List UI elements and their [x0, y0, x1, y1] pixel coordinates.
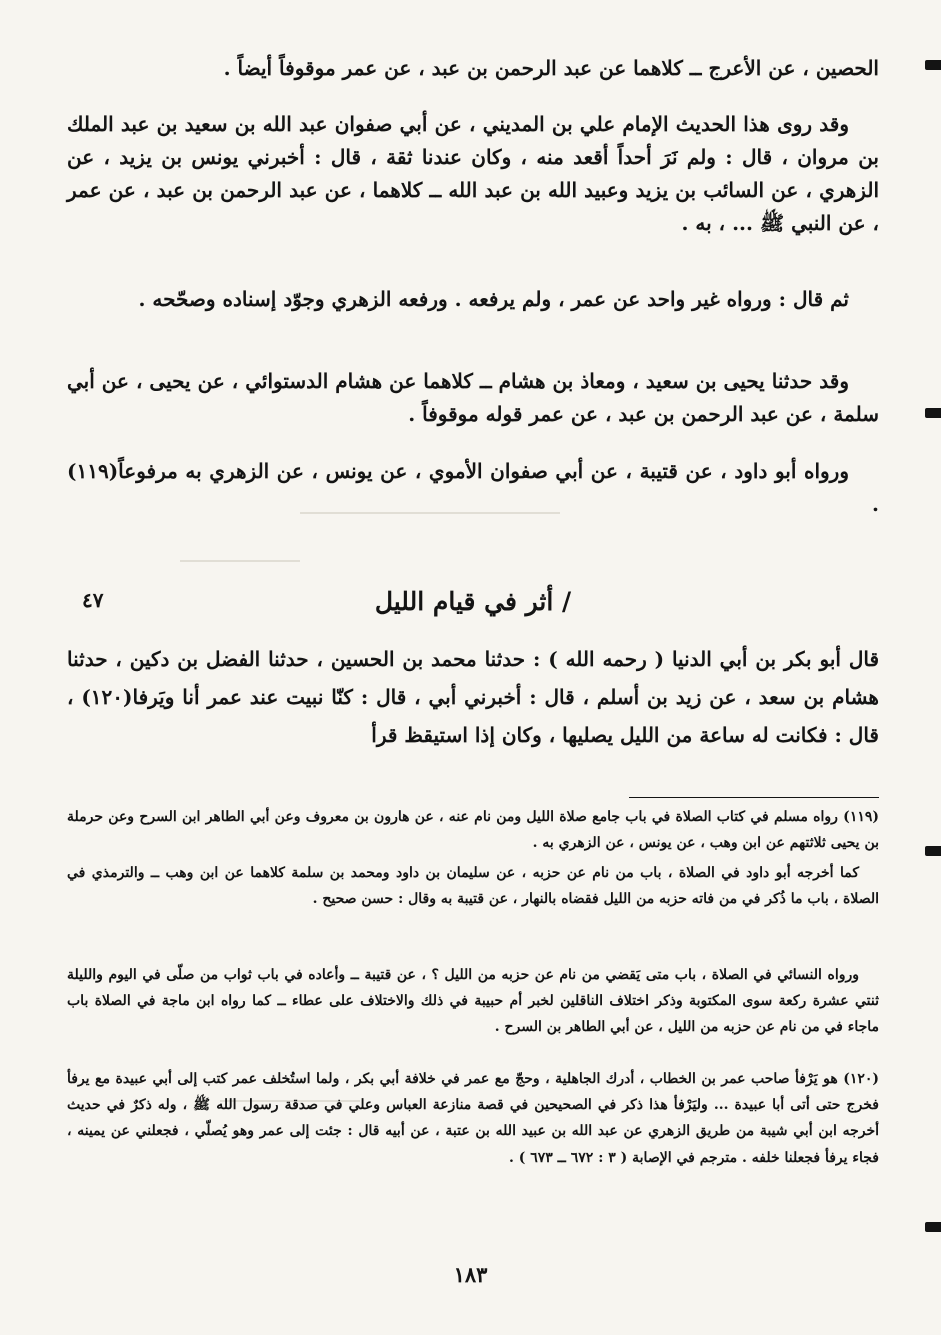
original-page-reference: ٤٧ [82, 588, 104, 612]
margin-mark-bottom [925, 1222, 941, 1232]
margin-mark-footnote [925, 846, 941, 856]
body-paragraph-1: الحصين ، عن الأعرج ــ كلاهما عن عبد الرحمن بن عبد ، عن عمر موقوفاً أيضاً . [223, 56, 879, 80]
section-heading: / أثر في قيام الليل [374, 587, 572, 616]
footnote-119-continued-2: ورواه النسائي في الصلاة ، باب متى يَقضي من نام عن حزبه من الليل ؟ ، عن قتيبة ــ وأعاده في باب ثواب من صلّى في اليوم والليلة ثنتي عشرة ركعة سوى المكتوبة وذكر اختلاف الناقلين لخبر أم حبيبة في ذلك والاختلاف على عطاء ــ كما رواه ابن ماجة في الصلاة باب ماجاء في من نام عن حزبه من الليل ، عن أبي الطاهر بن السرح . [67, 967, 879, 1036]
body-paragraph-5: ورواه أبو داود ، عن قتيبة ، عن أبي صفوان الأموي ، عن يونس ، عن الزهري به مرفوعاً(١١٩) . [67, 459, 879, 516]
footnote-119: (١١٩) رواه مسلم في كتاب الصلاة في باب جامع صلاة الليل ومن نام عنه ، عن هارون بن معروف وعن أبي الطاهر ابن السرح وعن حرملة بن يحيى ثلاثتهم عن ابن وهب ، عن يونس ، عن الزهري به . [67, 809, 879, 852]
body-paragraph-4: وقد حدثنا يحيى بن سعيد ، ومعاذ بن هشام ــ كلاهما عن هشام الدستوائي ، عن يحيى ، عن أبي سلمة ، عن عبد الرحمن بن عبد ، عن عمر قوله موقوفاً . [67, 369, 879, 426]
footnote-120: (١٢٠) هو يَرْفأ صاحب عمر بن الخطاب ، أدرك الجاهلية ، وحجّ مع عمر في خلافة أبي بكر ، ولما استُخلف عمر كتب إلى أبي عبيدة مع يرفأ فخرج حتى أتى أبا عبيدة ... وليَرْفأ هذا ذكر في الصحيحين في قصة منازعة العباس وعلي في صدقة رسول الله ﷺ ، وله ذكرٌ في حديث أخرجه ابن أبي شيبة من طريق الزهري عن عبد الله بن عبيد الله بن عتبة ، عن أبيه قال : جئت إلى عمر وهو يُصلّي ، فجعلني عن يمينه ، فجاء يرفأ فجعلنا خلفه . مترجم في الإصابة ( ٣ : ٦٧٢ ــ ٦٧٣ ) . [67, 1071, 879, 1166]
margin-mark-middle [925, 408, 941, 418]
section-paragraph: قال أبو بكر بن أبي الدنيا ( رحمه الله ) : حدثنا محمد بن الحسين ، حدثنا الفضل بن دكين ، حدثنا هشام بن سعد ، عن زيد بن أسلم ، قال : أخبرني أبي ، قال : كنّا نبيت عند عمر أنا ويَرفا(١٢٠) ، قال : فكانت له ساعة من الليل يصليها ، وكان إذا استيقظ قرأ [67, 647, 879, 747]
body-paragraph-3: ثم قال : ورواه غير واحد عن عمر ، ولم يرفعه . ورفعه الزهري وجوّد إسناده وصحّحه . [138, 287, 849, 311]
margin-mark-top [925, 60, 941, 70]
page-number: ١٨٣ [453, 1262, 488, 1287]
scan-speck [180, 560, 300, 562]
body-paragraph-2: وقد روى هذا الحديث الإمام علي بن المديني ، عن أبي صفوان عبد الله بن سعيد بن عبد الملك بن مروان ، قال : ولم نَرَ أحداً أقعد منه ، وكان عندنا ثقة ، قال : أخبرني يونس بن يزيد ، عن الزهري ، عن السائب بن يزيد وعبيد الله بن عبد الله ــ كلاهما ، عن عبد الرحمن بن عبد ، عن عمر ، عن النبي ﷺ ... ، به . [67, 112, 879, 235]
footnote-119-continued-1: كما أخرجه أبو داود في الصلاة ، باب من نام عن حزبه ، عن سليمان بن داود ومحمد بن سلمة كلاهما عن ابن وهب ــ والترمذي في الصلاة ، باب ما ذُكر في من فاته حزبه من الليل فقضاه بالنهار ، عن قتيبة به وقال : حسن صحيح . [67, 865, 879, 908]
footnote-separator [629, 797, 879, 798]
